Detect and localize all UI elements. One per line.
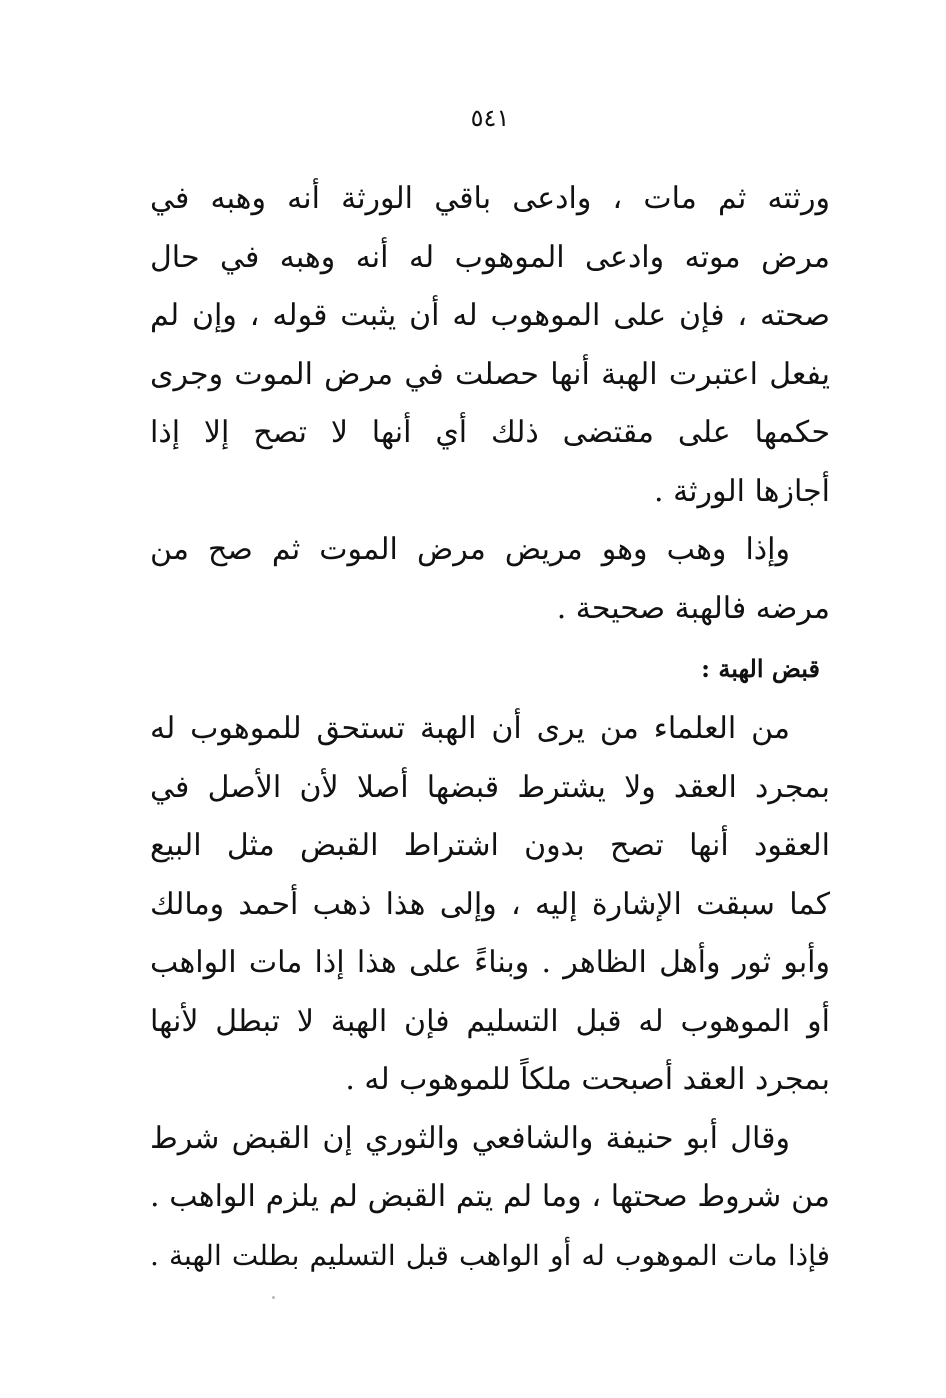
body-text [150,170,830,1285]
paragraph-3 [150,700,830,1110]
text-line: أجازها الورثة . [654,473,830,509]
section-heading: قبض الهبة : [701,654,820,683]
text-line: بمجرد العقد أصبحت ملكاً للموهوب له . [345,1062,830,1097]
page-number: ٥٤١ [470,104,510,132]
scan-speck [272,1296,275,1299]
text-line: وقال أبو حنيفة والشافعي والثوري إن القبض شرط [150,1120,790,1156]
paragraph-4 [150,1110,830,1286]
text-line: من العلماء من يرى أن الهبة تستحق للموهوب له [150,711,790,746]
text-line: وأبو ثور وأهل الظاهر . وبناءً على هذا إذا مات الواهب [150,945,830,980]
text-line: صحته ، فإن على الموهوب له أن يثبت قوله ، وإن لم [150,298,830,333]
text-line: يفعل اعتبرت الهبة أنها حصلت في مرض الموت وجرى [150,356,830,392]
text-line: ورثته ثم مات ، وادعى باقي الورثة أنه وهبه في [150,181,830,216]
text-line: وإذا وهب وهو مريض مرض الموت ثم صح من [150,532,790,567]
text-line: مرضه فالهبة صحيحة . [556,590,830,626]
text-line: أو الموهوب له قبل التسليم فإن الهبة لا تبطل لأنها [150,1003,830,1039]
paragraph-1 [150,170,830,521]
text-line: بمجرد العقد ولا يشترط قبضها أصلا لأن الأصل في [150,769,830,805]
book-page [150,0,830,1398]
paragraph-2 [150,521,830,638]
text-line: العقود أنها تصح بدون اشتراط القبض مثل البيع [150,828,830,863]
text-line: كما سبقت الإشارة إليه ، وإلى هذا ذهب أحمد ومالك [150,886,830,922]
text-line: من شروط صحتها ، وما لم يتم القبض لم يلزم الواهب . [150,1179,830,1214]
text-line: فإذا مات الموهوب له أو الواهب قبل التسليم بطلت الهبة . [150,1238,830,1272]
text-line: مرض موته وادعى الموهوب له أنه وهبه في حال [150,239,830,275]
text-line: حكمها على مقتضى ذلك أي أنها لا تصح إلا إذا [150,415,830,450]
